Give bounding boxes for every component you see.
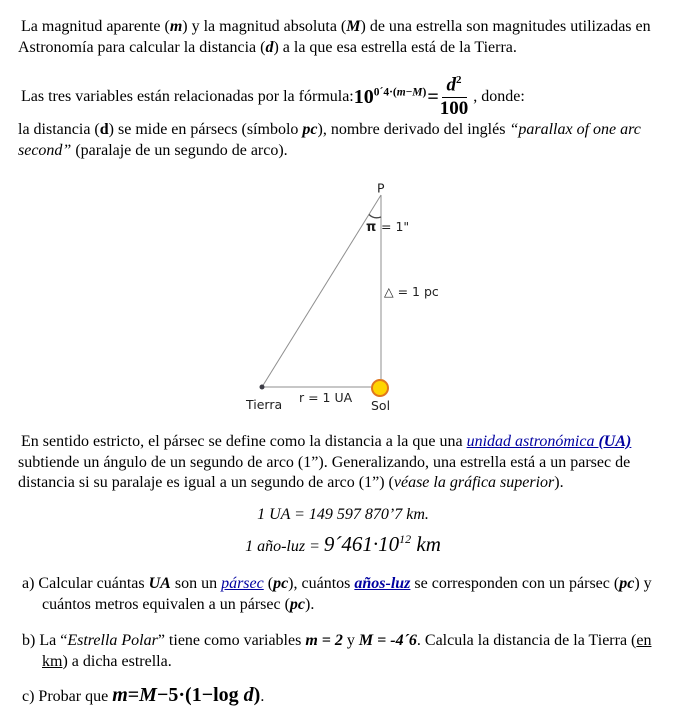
text-run: y — [342, 631, 359, 649]
text-run: ) a dicha estrella. — [62, 653, 172, 670]
symbol-pc: pc — [619, 574, 635, 592]
text-run: se corresponden con un pársec ( — [410, 574, 620, 592]
earth-point — [260, 385, 265, 390]
text-run: ), cuántos — [288, 574, 355, 592]
text-run: . — [260, 687, 265, 705]
emphasis-en-km: en — [636, 631, 652, 649]
exercise-c — [18, 681, 668, 711]
link-anos-luz[interactable]: años-luz — [354, 574, 411, 592]
var-M: M — [346, 18, 361, 35]
var-M: M — [139, 683, 157, 706]
see-graph-note: véase la gráfica superior — [393, 474, 555, 491]
paragraph-formula — [18, 75, 668, 119]
equation-lightyear-km — [18, 526, 668, 560]
english-phrase: “parallax of one arc — [509, 121, 641, 138]
text-run: ” tiene como variables — [157, 631, 306, 649]
exercise-b — [18, 630, 668, 673]
text-run: subtiende un ángulo de un segundo de arco (1”). Generalizando, una estrella está a un parsec de — [18, 453, 631, 471]
parallax-angle-value: = 1" — [381, 219, 410, 234]
english-phrase: second” — [18, 142, 72, 159]
earth-label: Tierra — [246, 397, 283, 412]
text-run: ) de una estrella son magnitudes utilizadas en — [360, 18, 651, 35]
exercise-a — [18, 573, 668, 616]
text-run: ) y la magnitud absoluta ( — [182, 18, 347, 35]
text-run: ) se mide en pársecs (símbolo — [108, 121, 303, 138]
text-run: La magnitud aparente ( — [21, 18, 170, 35]
emphasis-en-km: km — [42, 653, 63, 670]
radius-label: r = 1 UA — [299, 390, 353, 405]
symbol-pc: pc — [273, 574, 289, 592]
value-m: m = 2 — [305, 631, 343, 649]
equals-sign: = — [127, 683, 140, 706]
parallax-diagram — [18, 178, 668, 415]
symbol-pc: pc — [289, 596, 306, 613]
text-run: b) La “ — [22, 631, 68, 649]
paragraph-parsec-strict — [18, 432, 668, 494]
symbol-pc: pc — [302, 121, 318, 138]
text-run: cuántos metros equivalen a un pársec ( — [42, 596, 290, 613]
formula-run: ) — [253, 683, 261, 706]
var-m: m — [112, 683, 128, 706]
point-p-label: P — [377, 180, 385, 196]
var-m: m — [396, 85, 406, 98]
formula-run: 1−log — [191, 683, 244, 706]
var-M: M — [412, 85, 423, 98]
var-d: d — [265, 39, 274, 56]
paragraph-parsec-def — [18, 119, 668, 161]
value-M: M = -4´6 — [358, 631, 417, 649]
link-parsec[interactable]: pársec — [221, 574, 264, 592]
paragraph-intro — [18, 16, 668, 58]
text-run: distancia si su paralaje es igual a un segundo de arco (1”) ( — [18, 474, 394, 491]
text-run: ), nombre derivado del inglés — [317, 121, 510, 138]
equals-sign: = — [427, 85, 439, 108]
equation-ua-km: 1 UA = 149 597 870’7 km. — [257, 505, 429, 523]
text-run: En sentido estricto, el pársec se define como la distancia a la que una — [21, 433, 467, 450]
link-unidad-astronomica[interactable]: unidad astronómica (UA) — [466, 433, 632, 450]
var-m: m — [169, 18, 183, 35]
text-run: , donde: — [473, 88, 525, 105]
text-run: . Calcula la distancia de la Tierra ( — [416, 631, 637, 649]
text-run: ( — [263, 574, 274, 592]
parallax-angle-pi: π — [366, 220, 377, 235]
star-name: Estrella Polar — [67, 631, 158, 649]
text-run: son un — [170, 574, 222, 592]
sun-circle — [372, 380, 388, 396]
fraction-d2-100 — [440, 75, 469, 118]
text-run: ) y — [634, 574, 652, 592]
var-d: d — [243, 683, 254, 706]
fraction-numerator: $d^2$ — [442, 75, 467, 97]
distance-label: △ = 1 pc — [384, 284, 439, 299]
text-run: 1 año-luz = — [245, 537, 324, 555]
text-run: (paralaje de un segundo de arco). — [71, 142, 288, 159]
text-run: Las tres variables están relacionadas por la fórmula: — [21, 88, 354, 105]
lightyear-value: $9´461\cdot 10^{12}$ km — [323, 531, 441, 556]
text-run: ) a la que esa estrella está de la Tierra. — [273, 39, 517, 56]
formula-run: −5·( — [156, 683, 192, 706]
text-run: Astronomía para calcular la distancia ( — [18, 39, 266, 56]
text-run: ). — [305, 596, 315, 613]
text-run: la distancia ( — [18, 121, 100, 138]
angle-arc — [369, 215, 381, 218]
sun-label: Sol — [371, 398, 391, 413]
text-run: ). — [554, 474, 564, 491]
triangle-hypotenuse — [262, 195, 381, 387]
formula-exponent: 0´4·(m−M) — [373, 85, 427, 98]
text-run: a) Calcular cuántas — [22, 574, 149, 592]
text-run: c) Probar que — [22, 687, 113, 705]
var-UA: UA — [148, 574, 171, 592]
var-d: d — [99, 121, 109, 138]
fraction-denominator: 100 — [439, 97, 469, 119]
magnitude-formula-base: $10^{0´4\cdot(m-M)}$ — [353, 85, 427, 108]
